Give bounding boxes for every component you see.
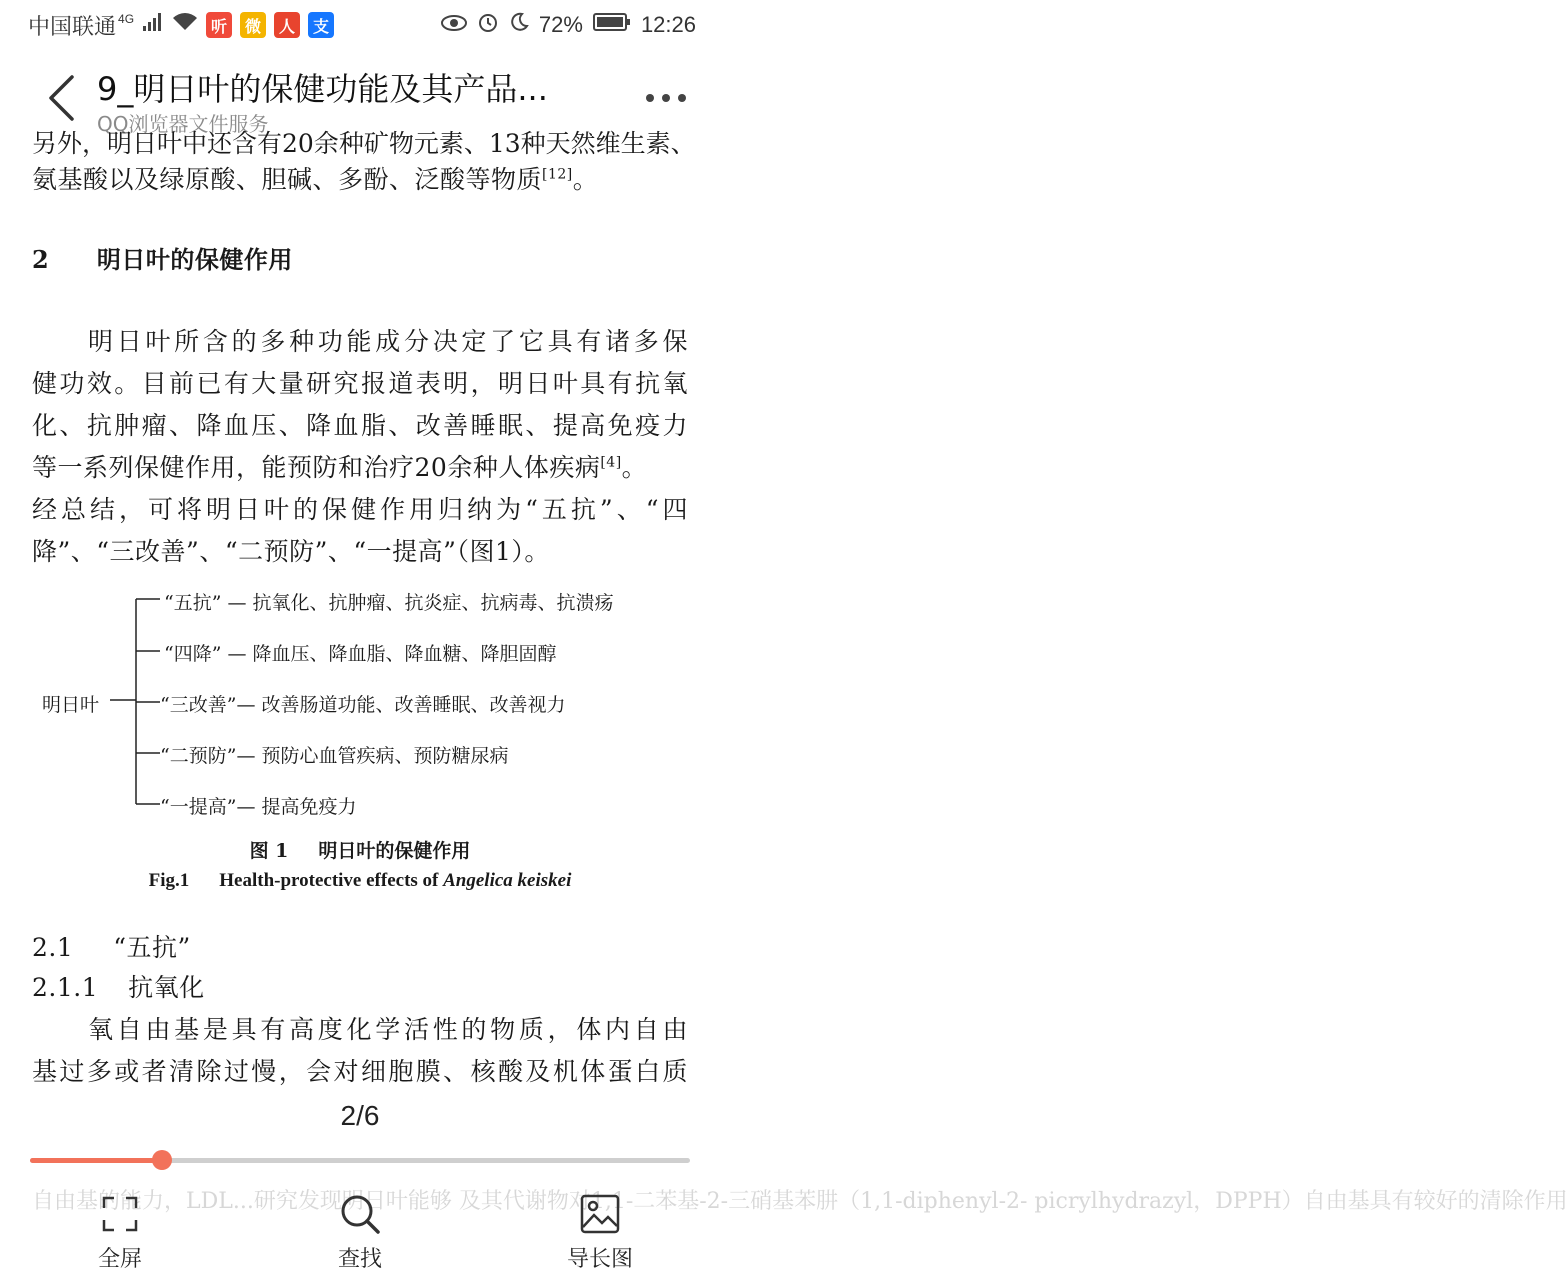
paragraph-line: 健功效。目前已有大量研究报道表明，明日叶具有抗氧	[32, 369, 688, 398]
document-source: QQ浏览器文件服务	[97, 112, 269, 136]
document-page[interactable]	[0, 129, 720, 1092]
paragraph-line: 氨基酸以及绿原酸、胆碱、多酚、泛酸等物质[12]。	[32, 165, 599, 194]
bottom-toolbar	[0, 1184, 1568, 1280]
page-slider-thumb[interactable]	[152, 1150, 172, 1170]
subsection-heading	[32, 928, 191, 964]
paragraph-line: 等一系列保健作用，能预防和治疗20余种人体疾病[4]。	[32, 453, 648, 482]
paragraph-line: 明日叶所含的多种功能成分决定了它具有诸多保	[88, 327, 688, 356]
alipay-app-icon: 支	[308, 12, 334, 38]
section-heading	[32, 240, 293, 275]
paragraph-line: 基过多或者清除过慢，会对细胞膜、核酸及机体蛋白质	[32, 1057, 688, 1086]
paragraph-line: 氧自由基是具有高度化学活性的物质，体内自由	[88, 1015, 688, 1044]
eye-icon	[441, 12, 467, 38]
status-left	[28, 10, 334, 41]
figure-root-label: 明日叶	[42, 694, 100, 716]
paragraph-line: 经总结，可将明日叶的保健作用归纳为“五抗”、“四	[32, 495, 688, 524]
page-slider-fill	[30, 1158, 162, 1163]
acrobat-app-icon: 人	[274, 12, 300, 38]
chevron-left-icon	[46, 74, 76, 122]
figure-branch: “三改善”— 改善肠道功能、改善睡眠、改善视力	[160, 694, 566, 716]
wifi-icon	[172, 12, 198, 38]
page-slider[interactable]	[30, 1158, 690, 1163]
subsection-number: 2.1.1	[32, 973, 99, 1002]
ting-app-icon: 听	[206, 12, 232, 38]
figure-1	[0, 582, 720, 902]
subsection-number: 2.1	[32, 933, 74, 962]
battery-percent: 72%	[538, 12, 583, 37]
cut-off-line: 另外，明日叶中还含有20余种矿物元素、13种天然维生素、	[32, 129, 696, 158]
moon-icon	[509, 12, 529, 38]
underlying-page-text: 自由基的能力，LDL...研究发现明日叶能够 及其代谢物对1,1-二苯基-2-三硝基苯肼（1,1-diphenyl-2- picrylhydrazyl，DPPH）自由基具有较好的清除作用	[32, 1189, 1568, 1214]
subsection-heading	[32, 968, 205, 1004]
figure-branch: “二预防”— 预防心血管疾病、预防糖尿病	[160, 745, 509, 767]
figure-branch: “四降” — 降血压、降血脂、降血糖、降胆固醇	[164, 643, 557, 665]
subsection-title: 抗氧化	[128, 973, 205, 1002]
more-dot-icon	[646, 94, 654, 102]
document-title: 9_明日叶的保健功能及其产品...	[97, 70, 548, 108]
fullscreen-button[interactable]: 全屏	[50, 1192, 190, 1276]
paragraph-line: 降”、“三改善”、“二预防”、“一提高”（图1）。	[32, 537, 550, 566]
network-type: 4G	[118, 12, 135, 26]
back-button[interactable]	[36, 68, 86, 128]
citation-ref[interactable]: [4]	[600, 454, 622, 471]
image-icon	[578, 1192, 622, 1236]
more-dot-icon	[678, 94, 686, 102]
figure-caption-en: Fig.1 Health-protective effects of Angelica keiskei	[148, 870, 572, 891]
more-dot-icon	[662, 94, 670, 102]
battery-icon	[593, 12, 631, 38]
search-icon	[338, 1192, 382, 1236]
citation-ref[interactable]: [12]	[542, 166, 573, 183]
alarm-icon	[477, 11, 499, 39]
weibo-app-icon: 微	[240, 12, 266, 38]
page-indicator: 2/6	[340, 1100, 380, 1131]
status-bar	[0, 0, 720, 50]
carrier-name: 中国联通	[28, 13, 117, 39]
section-number: 2	[32, 245, 50, 274]
export-long-image-button[interactable]: 导长图	[530, 1192, 670, 1276]
status-right	[441, 11, 696, 39]
fullscreen-icon	[98, 1192, 142, 1236]
section-title: 明日叶的保健作用	[96, 245, 293, 274]
figure-caption-cn: 图 1 明日叶的保健作用	[249, 840, 471, 862]
figure-branch: “一提高”— 提高免疫力	[160, 796, 357, 818]
find-button[interactable]: 查找	[290, 1192, 430, 1276]
figure-branch: “五抗” — 抗氧化、抗肿瘤、抗炎症、抗病毒、抗溃疡	[164, 592, 614, 614]
subsection-title: “五抗”	[113, 933, 191, 962]
clock-time: 12:26	[640, 12, 696, 37]
signal-icon	[142, 12, 164, 38]
more-options-button[interactable]	[642, 88, 690, 108]
paragraph-line: 化、抗肿瘤、降血压、降血脂、改善睡眠、提高免疫力	[32, 411, 688, 440]
